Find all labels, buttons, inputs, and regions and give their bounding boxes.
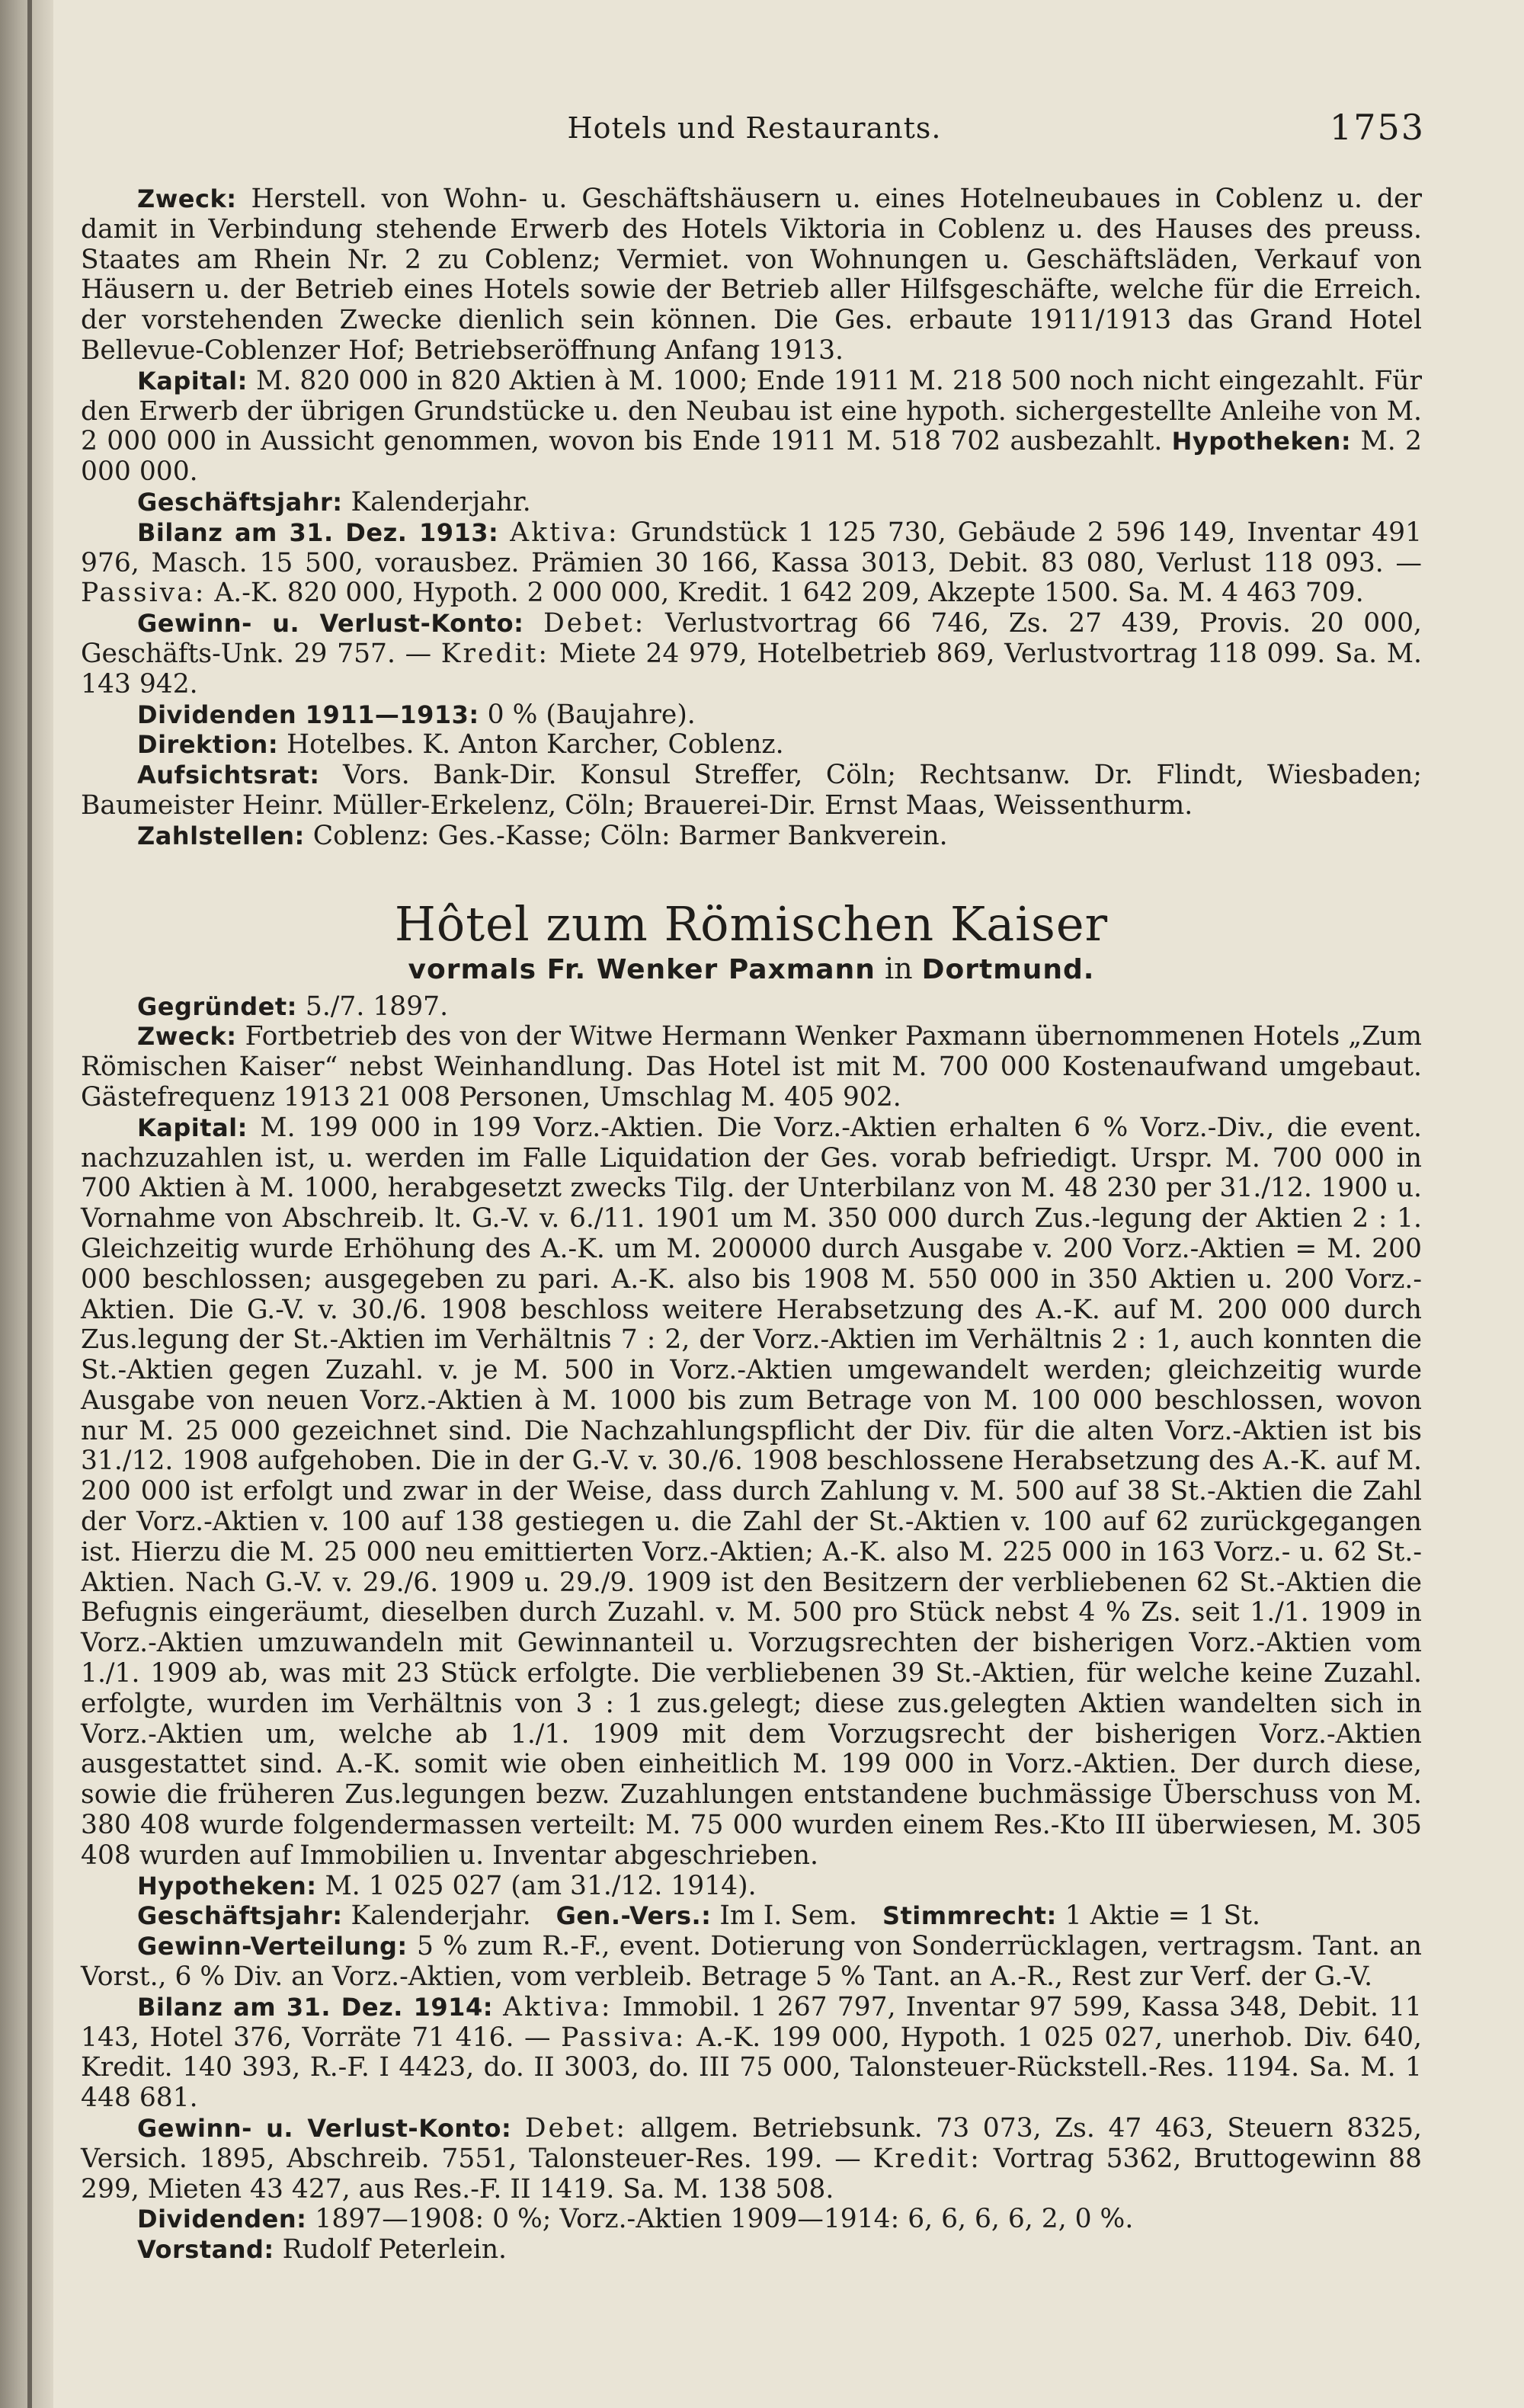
aktiva-word: Aktiva: bbox=[510, 517, 620, 548]
entry2-zweck bbox=[81, 1022, 1422, 1113]
dividenden-text: 0 % (Baujahre). bbox=[487, 699, 696, 730]
vorstand-label: Vorstand: bbox=[137, 2235, 274, 2265]
hypotheken-label: Hypotheken: bbox=[137, 1871, 317, 1900]
kredit-word: Kredit: bbox=[872, 2143, 981, 2174]
debet-word: Debet: bbox=[524, 2113, 627, 2144]
debet-word: Debet: bbox=[543, 608, 646, 639]
page-gutter bbox=[0, 0, 53, 2408]
gv-label: Gewinn- u. Verlust-Konto: bbox=[137, 609, 524, 639]
entry2-geschaeftsjahr bbox=[81, 1901, 1422, 1932]
binding-edge bbox=[27, 0, 32, 2408]
bilanz-passiva: A.-K. 820 000, Hypoth. 2 000 000, Kredit. 1 642 209, Akzepte 1500. Sa. M. 4 463 709. bbox=[214, 578, 1364, 609]
kapital-text: M. 199 000 in 199 Vorz.-Aktien. Die Vorz.-Aktien erhalten 6 % Vorz.-Div., die event. nachzuzahlen ist, u. werden im Falle Liquidation der Ges. vorab befriedigt. Urspr. M. 700 000 in 700 Aktien à M. 1000, herabgesetzt zwecks Tilg. der Unterbilanz von M. 48 230 per 31./12. 1900 u. Vornahme von Abschreib. lt. G.-V. v. 6./11. 1901 um M. 350 000 durch Zus.-legung der Aktien 2 : 1. Gleichzeitig wurde Erhöhung des A.-K. um M. 200000 durch Ausgabe v. 200 Vorz.-Aktien = M. 200 000 beschlossen; ausgegeben zu pari. A.-K. also bis 1908 M. 550 000 in 350 Aktien u. 200 Vorz.-Aktien. Die G.-V. v. 30./6. 1908 beschloss weitere Herabsetzung des A.-K. auf M. 200 000 durch Zus.legung der St.-Aktien im Verhältnis 7 : 2, der Vorz.-Aktien im Verhältnis 2 : 1, auch konnten die St.-Aktien gegen Zuzahl. v. je M. 500 in Vorz.-Aktien umgewandelt werden; gleichzeitig wurde Ausgabe von neuen Vorz.-Aktien à M. 1000 bis zum Betrage von M. 100 000 beschlossen, wovon nur M. 25 000 gezeichnet sind. Die Nachzahlungspflicht der Div. für die alten Vorz.-Aktien ist bis 31./12. 1908 aufgehoben. Die in der G.-V. v. 30./6. 1908 beschlossene Herabsetzung des A.-K. auf M. 200 000 ist erfolgt und zwar in der Weise, dass durch Zahlung v. M. 500 auf 38 St.-Aktien die Zahl der Vorz.-Aktien v. 100 auf 138 gestiegen u. die Zahl der St.-Aktien v. 100 auf 62 zurückgegangen ist. Hierzu die M. 25 000 neu emittierten Vorz.-Aktien; A.-K. also M. 225 000 in 163 Vorz.- u. 62 St.-Aktien. Nach G.-V. v. 29./6. 1909 u. 29./9. 1909 ist den Besitzern der verbliebenen 62 St.-Aktien die Befugnis eingeräumt, dieselben durch Zuzahl. v. M. 500 pro Stück nebst 4 % Zs. seit 1./1. 1909 in Vorz.-Aktien umzuwandeln mit Gewinnanteil u. Vorzugsrechten der bisherigen Vorz.-Aktien vom 1./1. 1909 ab, was mit 23 Stück erfolgte. Die verbliebenen 39 St.-Aktien, für welche keine Zuzahl. erfolgte, wurden im Verhältnis von 3 : 1 zus.gelegt; diese zus.gelegten Aktien wandelten sich in Vorz.-Aktien um, welche ab 1./1. 1909 mit dem Vorzugsrecht der bisherigen Vorz.-Aktien ausgestattet sind. A.-K. somit wie oben einheitlich M. 199 000 in Vorz.-Aktien. Der durch diese, sowie die früheren Zus.legungen bezw. Zuzahlungen entstandene buchmässige Überschuss von M. 380 408 wurde folgendermassen verteilt: M. 75 000 wurden einem Res.-Kto III überwiesen, M. 305 408 wurden auf Immobilien u. Inventar abgeschrieben. bbox=[81, 1112, 1423, 1871]
gewinn-verteilung-text: 5 % zum R.-F., event. Dotierung von Sonderrücklagen, vertragsm. Tant. an Vorst., 6 % Div. an Vorz.-Aktien, vom verbleib. Betrage 5 % Tant. an A.-R., Rest zur Verf. der G.-V. bbox=[81, 1931, 1422, 1993]
hypotheken-text: M. 2 000 000. bbox=[81, 426, 1422, 488]
kapital-label: Kapital: bbox=[137, 366, 248, 395]
aktiva-word: Aktiva: bbox=[503, 1991, 613, 2022]
entry2-dividenden bbox=[81, 2205, 1422, 2235]
dividenden-text: 1897—1908: 0 %; Vorz.-Aktien 1909—1914: 6, 6, 6, 6, 2, 0 %. bbox=[315, 2204, 1134, 2235]
aufsichtsrat-label: Aufsichtsrat: bbox=[137, 761, 320, 790]
entry1-bilanz bbox=[81, 518, 1422, 609]
gegruendet-label: Gegründet: bbox=[137, 991, 297, 1021]
direktion-label: Direktion: bbox=[137, 730, 279, 760]
subtitle-city: Dortmund. bbox=[921, 953, 1095, 985]
zweck-label: Zweck: bbox=[137, 184, 237, 213]
vorstand-text: Rudolf Peterlein. bbox=[282, 2234, 507, 2266]
page-content bbox=[81, 184, 1422, 2266]
gv-label: Gewinn- u. Verlust-Konto: bbox=[137, 2114, 512, 2144]
company-title: Hôtel zum Römischen Kaiser bbox=[394, 895, 1109, 952]
bilanz-aktiva: Grundstück 1 125 730, Gebäude 2 596 149, Inventar 491 976, Masch. 15 500, vorausbez. Prämien 30 166, Kassa 3013, Debit. 83 080, Verlust 118 093. — bbox=[81, 517, 1423, 578]
passiva-word: Passiva: bbox=[561, 2022, 687, 2053]
company-subtitle bbox=[81, 951, 1422, 988]
entry2-gewinn-verlust bbox=[81, 2114, 1422, 2205]
running-header bbox=[84, 107, 1425, 152]
entry2-kapital bbox=[81, 1113, 1422, 1872]
gv-debet: allgem. Betriebsunk. 73 073, Zs. 47 463, Steuern 8325, Versich. 1895, Abschreib. 7551, Talonsteuer-Res. 199. — bbox=[81, 2113, 1423, 2174]
geschaeftsjahr-label: Geschäftsjahr: bbox=[137, 1901, 343, 1931]
entry1-zweck bbox=[81, 184, 1422, 367]
entry1-kapital bbox=[81, 367, 1422, 488]
entry2-gegruendet bbox=[81, 992, 1422, 1023]
stimmrecht-label: Stimmrecht: bbox=[882, 1901, 1057, 1931]
kredit-word: Kredit: bbox=[440, 638, 550, 669]
entry2-hypotheken bbox=[81, 1872, 1422, 1902]
bilanz-label: Bilanz am 31. Dez. 1913: bbox=[137, 517, 499, 547]
gv-debet: Verlustvortrag 66 746, Zs. 27 439, Provis. 20 000, Geschäfts-Unk. 29 757. — bbox=[81, 608, 1423, 669]
stimmrecht-text: 1 Aktie = 1 St. bbox=[1065, 1900, 1261, 1932]
gen-vers-label: Gen.-Vers.: bbox=[555, 1901, 712, 1931]
entry2-bilanz bbox=[81, 1993, 1422, 2114]
bilanz-aktiva: Immobil. 1 267 797, Inventar 97 599, Kassa 348, Debit. 11 143, Hotel 376, Vorräte 71 416. — bbox=[81, 1991, 1423, 2053]
gen-vers-text: Im I. Sem. bbox=[719, 1900, 858, 1932]
entry1-dividenden bbox=[81, 700, 1422, 731]
geschaeftsjahr-text: Kalenderjahr. bbox=[351, 486, 531, 517]
entry2-vorstand bbox=[81, 2235, 1422, 2266]
entry1-aufsichtsrat bbox=[81, 761, 1422, 821]
aufsichtsrat-text: Vors. Bank-Dir. Konsul Streffer, Cöln; Rechtsanw. Dr. Flindt, Wiesbaden; Baumeister Heinr. Müller-Erkelenz, Cöln; Brauerei-Dir. Ernst Maas, Weissenthurm. bbox=[81, 760, 1423, 821]
hypotheken-label: Hypotheken: bbox=[1171, 427, 1352, 456]
entry1-geschaeftsjahr bbox=[81, 488, 1422, 518]
gegruendet-text: 5./7. 1897. bbox=[305, 991, 449, 1022]
page-number: 1753 bbox=[1329, 107, 1425, 148]
zahlstellen-text: Coblenz: Ges.-Kasse; Cöln: Barmer Bankverein. bbox=[312, 820, 948, 851]
zweck-text: Fortbetrieb des von der Witwe Hermann Wenker Paxmann übernommenen Hotels „Zum Römischen Kaiser“ nebst Weinhandlung. Das Hotel ist mit M. 700 000 Kostenaufwand umgebaut. Gästefrequenz 1913 21 008 Personen, Umschlag M. 405 902. bbox=[81, 1021, 1423, 1113]
geschaeftsjahr-text: Kalenderjahr. bbox=[351, 1900, 531, 1932]
kapital-text: M. 820 000 in 820 Aktien à M. 1000; Ende 1911 M. 218 500 noch nicht eingezahlt. Für den Erwerb der übrigen Grundstücke u. den Neubau ist eine hypoth. sichergestellte Anleihe von M. 2 000 000 in Aussicht genommen, wovon bis Ende 1911 M. 518 702 ausbezahlt. bbox=[81, 365, 1423, 457]
subtitle-former-name: vormals Fr. Wenker Paxmann bbox=[408, 953, 876, 985]
bilanz-passiva: A.-K. 199 000, Hypoth. 1 025 027, unerhob. Div. 640, Kredit. 140 393, R.-F. I 4423, do. II 3003, do. III 75 000, Talonsteuer-Rückstell.-Res. 1194. Sa. M. 1 448 681. bbox=[81, 2022, 1422, 2114]
bilanz-label: Bilanz am 31. Dez. 1914: bbox=[137, 1992, 493, 2022]
entry1-zahlstellen bbox=[81, 821, 1422, 852]
hypotheken-text: M. 1 025 027 (am 31./12. 1914). bbox=[325, 1870, 757, 1901]
dividenden-label: Dividenden 1911—1913: bbox=[137, 700, 479, 729]
geschaeftsjahr-label: Geschäftsjahr: bbox=[137, 487, 343, 517]
entry2-gewinn-verteilung bbox=[81, 1932, 1422, 1993]
zweck-label: Zweck: bbox=[137, 1022, 237, 1052]
gv-kredit: Vortrag 5362, Bruttogewinn 88 299, Mieten 43 427, aus Res.-F. II 1419. Sa. M. 138 508. bbox=[81, 2143, 1423, 2205]
subtitle-in: in bbox=[884, 951, 913, 985]
dividenden-label: Dividenden: bbox=[137, 2205, 307, 2234]
entry1-direktion bbox=[81, 730, 1422, 761]
direktion-text: Hotelbes. K. Anton Karcher, Coblenz. bbox=[287, 729, 784, 761]
entry1-gewinn-verlust bbox=[81, 609, 1422, 700]
zweck-text: Herstell. von Wohn- u. Geschäftshäusern u. eines Hotelneubaues in Coblenz u. der damit in Verbindung stehende Erwerb des Hotels Viktoria in Coblenz u. des Hauses des preuss. Staates am Rhein Nr. 2 zu Coblenz; Vermiet. von Wohnungen u. Geschäftsläden, Verkauf von Häusern u. der Betrieb eines Hotels sowie der Betrieb aller Hilfsgeschäfte, welche für die Erreich. der vorstehenden Zwecke dienlich sein können. Die Ges. erbaute 1911/1913 das Grand Hotel Bellevue-Coblenzer Hof; Betriebseröffnung Anfang 1913. bbox=[81, 184, 1422, 366]
running-title: Hotels und Restaurants. bbox=[567, 111, 942, 145]
gewinn-verteilung-label: Gewinn-Verteilung: bbox=[137, 1932, 408, 1961]
zahlstellen-label: Zahlstellen: bbox=[137, 821, 305, 850]
passiva-word: Passiva: bbox=[81, 578, 207, 609]
gv-kredit: Miete 24 979, Hotelbetrieb 869, Verlustvortrag 118 099. Sa. M. 143 942. bbox=[81, 638, 1423, 700]
kapital-label: Kapital: bbox=[137, 1113, 248, 1142]
